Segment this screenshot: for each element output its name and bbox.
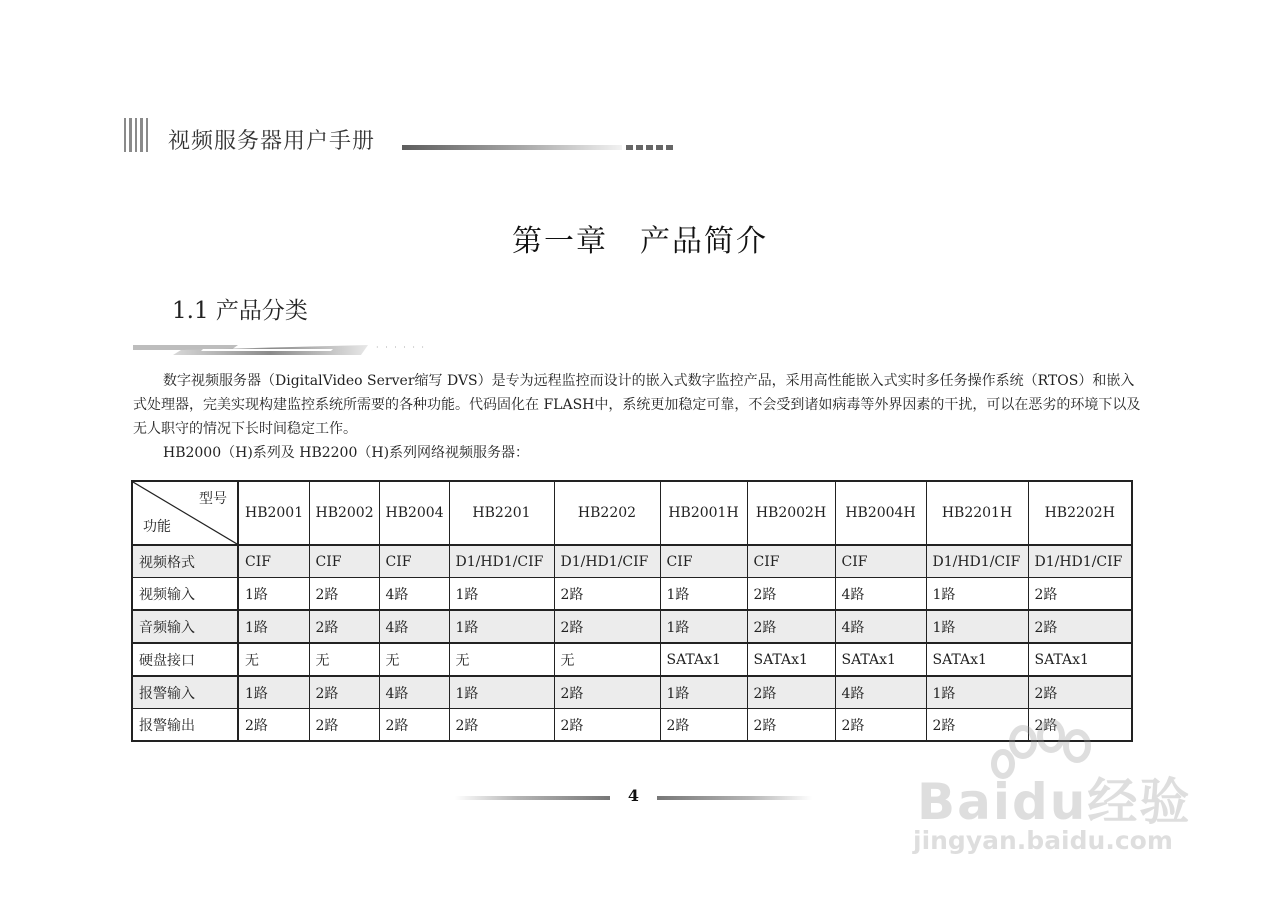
table-row bbox=[132, 676, 1132, 709]
manual-title: 视频服务器用户手册 bbox=[168, 129, 376, 154]
series-paragraph: HB2000（H)系列及 HB2200（H)系列网络视频服务器： bbox=[163, 445, 530, 461]
table-cell: 2路 bbox=[554, 578, 660, 611]
function-label: 视频输入 bbox=[132, 578, 238, 611]
header-dots-decoration bbox=[626, 145, 673, 150]
function-label: 报警输入 bbox=[132, 676, 238, 709]
table-cell: CIF bbox=[309, 545, 379, 578]
table-cell: 2路 bbox=[554, 709, 660, 742]
footer-rule-left bbox=[455, 796, 610, 800]
table-cell: 4路 bbox=[379, 676, 449, 709]
table-cell: 2路 bbox=[835, 709, 926, 742]
table-cell: 2路 bbox=[1028, 578, 1132, 611]
table-cell: SATAx1 bbox=[747, 643, 835, 676]
table-cell: SATAx1 bbox=[926, 643, 1028, 676]
watermark-url: jingyan.baidu.com bbox=[913, 826, 1173, 855]
table-cell: 1路 bbox=[238, 610, 309, 643]
table-cell: 2路 bbox=[554, 676, 660, 709]
table-cell: 2路 bbox=[1028, 610, 1132, 643]
header-rule bbox=[402, 145, 622, 150]
table-cell: 2路 bbox=[747, 709, 835, 742]
model-header: HB2202 bbox=[554, 481, 660, 545]
table-cell: 1路 bbox=[449, 610, 554, 643]
table-cell: 1路 bbox=[449, 578, 554, 611]
table-cell: 1路 bbox=[926, 578, 1028, 611]
table-cell: 无 bbox=[554, 643, 660, 676]
table-cell: D1/HD1/CIF bbox=[1028, 545, 1132, 578]
function-label: 音频输入 bbox=[132, 610, 238, 643]
table-cell: 2路 bbox=[747, 610, 835, 643]
table-cell: 1路 bbox=[238, 676, 309, 709]
table-cell: 1路 bbox=[660, 610, 747, 643]
table-row bbox=[132, 545, 1132, 578]
table-cell: 1路 bbox=[926, 676, 1028, 709]
model-header: HB2202H bbox=[1028, 481, 1132, 545]
table-cell: 2路 bbox=[554, 610, 660, 643]
table-cell: 1路 bbox=[660, 676, 747, 709]
model-header: HB2004H bbox=[835, 481, 926, 545]
table-cell: 1路 bbox=[660, 578, 747, 611]
table-cell: 无 bbox=[449, 643, 554, 676]
table-cell: 2路 bbox=[1028, 709, 1132, 742]
table-cell: 2路 bbox=[660, 709, 747, 742]
product-spec-table bbox=[131, 480, 1133, 742]
corner-label-model: 型号 bbox=[199, 491, 227, 507]
table-cell: 无 bbox=[238, 643, 309, 676]
function-label: 硬盘接口 bbox=[132, 643, 238, 676]
table-cell: 2路 bbox=[309, 610, 379, 643]
intro-paragraph: 数字视频服务器（DigitalVideo Server缩写 DVS）是专为远程监控而设计的嵌入式数字监控产品，采用高性能嵌入式实时多任务操作系统（RTOS）和嵌入式处理器，完美实现构建监控系统所需要的各种功能。代码固化在 FLASH中，系统更加稳定可靠，不会受到诸如病毒等外界因素的干扰，可以在恶劣的环境下以及无人职守的情况下长时间稳定工作。 bbox=[133, 373, 1141, 437]
table-cell: 4路 bbox=[379, 610, 449, 643]
table-row bbox=[132, 610, 1132, 643]
section-dots-decoration: · · · · · · bbox=[376, 343, 426, 352]
section-title: 1.1 产品分类 bbox=[172, 298, 308, 324]
table-cell: 2路 bbox=[926, 709, 1028, 742]
table-cell: SATAx1 bbox=[660, 643, 747, 676]
function-label: 视频格式 bbox=[132, 545, 238, 578]
table-cell: 4路 bbox=[835, 676, 926, 709]
footer-rule-right bbox=[657, 796, 812, 800]
table-cell: CIF bbox=[747, 545, 835, 578]
table-header-row bbox=[132, 481, 1132, 545]
table-cell: CIF bbox=[835, 545, 926, 578]
table-cell: D1/HD1/CIF bbox=[554, 545, 660, 578]
model-header: HB2201 bbox=[449, 481, 554, 545]
table-cell: SATAx1 bbox=[1028, 643, 1132, 676]
model-header: HB2001 bbox=[238, 481, 309, 545]
table-cell: SATAx1 bbox=[835, 643, 926, 676]
table-cell: 2路 bbox=[747, 676, 835, 709]
table-cell: CIF bbox=[379, 545, 449, 578]
model-header: HB2001H bbox=[660, 481, 747, 545]
baidu-jingyan-watermark bbox=[905, 720, 1205, 860]
table-cell: 2路 bbox=[1028, 676, 1132, 709]
table-cell: 4路 bbox=[835, 578, 926, 611]
table-cell: 2路 bbox=[309, 709, 379, 742]
model-header: HB2002 bbox=[309, 481, 379, 545]
table-cell: 2路 bbox=[449, 709, 554, 742]
header-bars-decoration bbox=[124, 118, 148, 152]
table-cell: 无 bbox=[309, 643, 379, 676]
table-row bbox=[132, 643, 1132, 676]
page-number: 4 bbox=[627, 786, 640, 805]
table-cell: 4路 bbox=[835, 610, 926, 643]
model-header: HB2002H bbox=[747, 481, 835, 545]
table-cell: 1路 bbox=[238, 578, 309, 611]
model-header: HB2201H bbox=[926, 481, 1028, 545]
table-cell: 1路 bbox=[926, 610, 1028, 643]
table-cell: 2路 bbox=[238, 709, 309, 742]
table-cell: CIF bbox=[660, 545, 747, 578]
table-cell: 无 bbox=[379, 643, 449, 676]
table-row bbox=[132, 578, 1132, 611]
table-cell: 2路 bbox=[309, 676, 379, 709]
chapter-title: 第一章 产品简介 bbox=[512, 224, 768, 259]
watermark-brand: Baidu经验 bbox=[917, 773, 1192, 831]
table-cell: D1/HD1/CIF bbox=[449, 545, 554, 578]
model-header: HB2004 bbox=[379, 481, 449, 545]
table-cell: 4路 bbox=[379, 578, 449, 611]
table-cell: 2路 bbox=[747, 578, 835, 611]
table-cell: D1/HD1/CIF bbox=[926, 545, 1028, 578]
table-cell: 2路 bbox=[309, 578, 379, 611]
table-cell: 2路 bbox=[379, 709, 449, 742]
table-cell: CIF bbox=[238, 545, 309, 578]
function-label: 报警输出 bbox=[132, 709, 238, 742]
corner-label-function: 功能 bbox=[143, 519, 171, 535]
table-cell: 1路 bbox=[449, 676, 554, 709]
table-corner-cell bbox=[132, 481, 238, 545]
